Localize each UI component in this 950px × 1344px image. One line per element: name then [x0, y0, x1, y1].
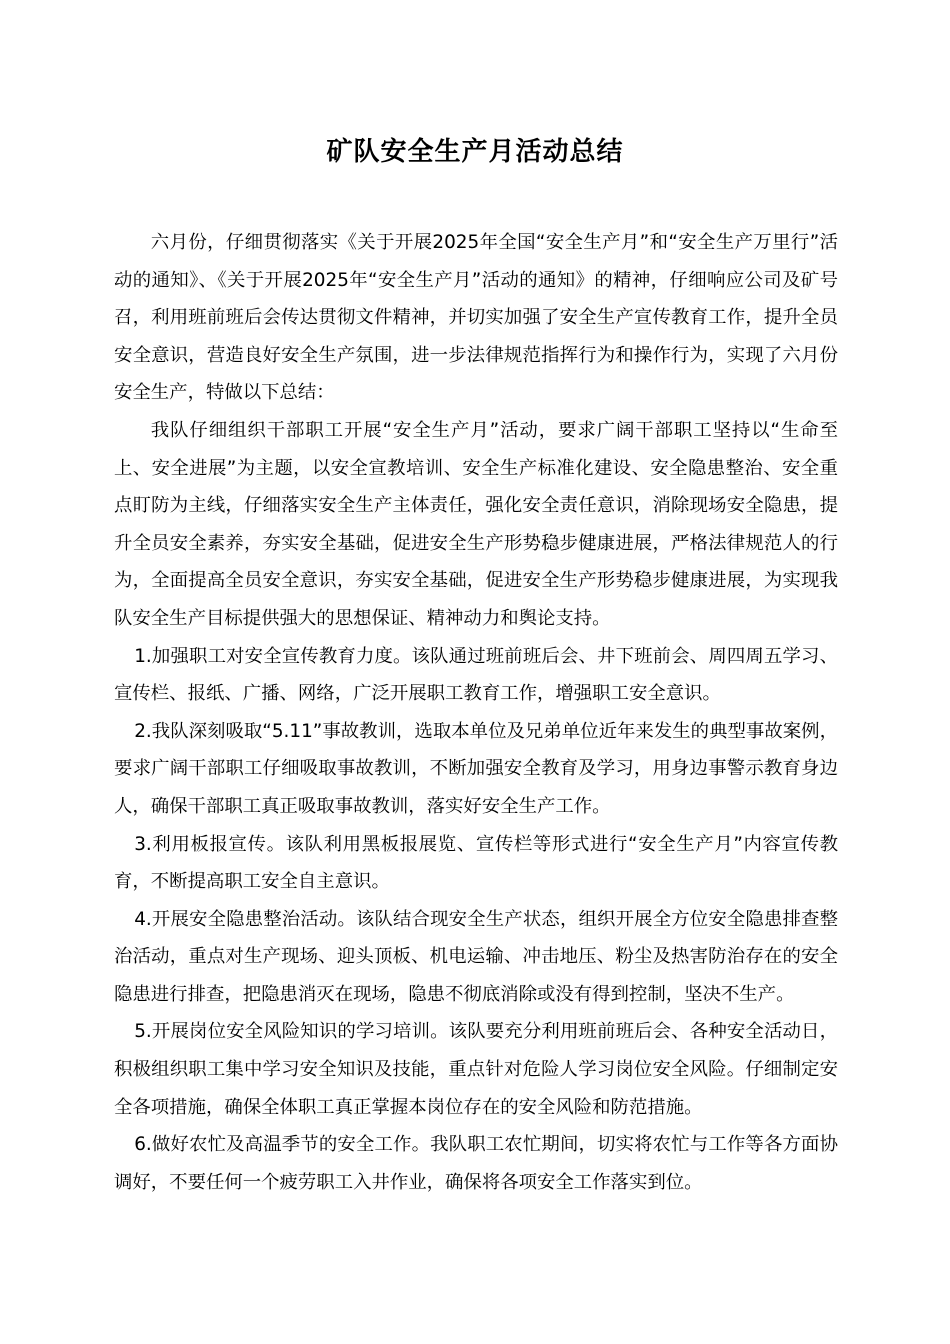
overview-paragraph: 我队仔细组织干部职工开展“安全生产月”活动，要求广阔干部职工坚持以“生命至上、安全进展”为主题，以安全宣教培训、安全生产标准化建设、安全隐患整治、安全重点盯防为主线，仔细落实安全生产主体责任，强化安全责任意识，消除现场安全隐患，提升全员安全素养，夯实安全基础，促进安全生产形势稳步健康进展，严格法律规范人的行为，全面提高全员安全意识，夯实安全基础，促进安全生产形势稳步健康进展，为实现我队安全生产目标提供强大的思想保证、精神动力和舆论支持。 [114, 419, 838, 629]
list-item-2: 2.我队深刻吸取“5.11”事故教训，选取本单位及兄弟单位近年来发生的典型事故案例，要求广阔干部职工仔细吸取事故教训，不断加强安全教育及学习，用身边事警示教育身边人，确保干部职工真正吸取事故教训，落实好安全生产工作。 [114, 720, 838, 817]
document-body [114, 224, 838, 1201]
list-item-6: 6.做好农忙及高温季节的安全工作。我队职工农忙期间，切实将农忙与工作等各方面协调好，不要任何一个疲劳职工入井作业，确保将各项安全工作落实到位。 [114, 1134, 838, 1193]
intro-paragraph: 六月份，仔细贯彻落实《关于开展2025年全国“安全生产月”和“安全生产万里行”活动的通知》、《关于开展2025年“安全生产月”活动的通知》的精神，仔细响应公司及矿号召，利用班前班后会传达贯彻文件精神，并切实加强了安全生产宣传教育工作，提升全员安全意识，营造良好安全生产氛围，进一步法律规范指挥行为和操作行为，实现了六月份安全生产，特做以下总结： [114, 232, 838, 404]
list-item-1: 1.加强职工对安全宣传教育力度。该队通过班前班后会、井下班前会、周四周五学习、宣传栏、报纸、广播、网络，广泛开展职工教育工作，增强职工安全意识。 [114, 645, 838, 705]
list-item-5: 5.开展岗位安全风险知识的学习培训。该队要充分利用班前班后会、各种安全活动日，积极组织职工集中学习安全知识及技能，重点针对危险人学习岗位安全风险。仔细制定安全各项措施，确保全体职工真正掌握本岗位存在的安全风险和防范措施。 [114, 1021, 838, 1118]
list-item-4: 4.开展安全隐患整治活动。该队结合现安全生产状态，组织开展全方位安全隐患排查整治活动，重点对生产现场、迎头顶板、机电运输、冲击地压、粉尘及热害防治存在的安全隐患进行排查，把隐患消灭在现场，隐患不彻底消除或没有得到控制，坚决不生产。 [114, 908, 838, 1005]
document-title: 矿队安全生产月活动总结 [326, 137, 624, 167]
list-item-3: 3.利用板报宣传。该队利用黑板报展览、宣传栏等形式进行“安全生产月”内容宣传教育，不断提高职工安全自主意识。 [114, 833, 838, 893]
